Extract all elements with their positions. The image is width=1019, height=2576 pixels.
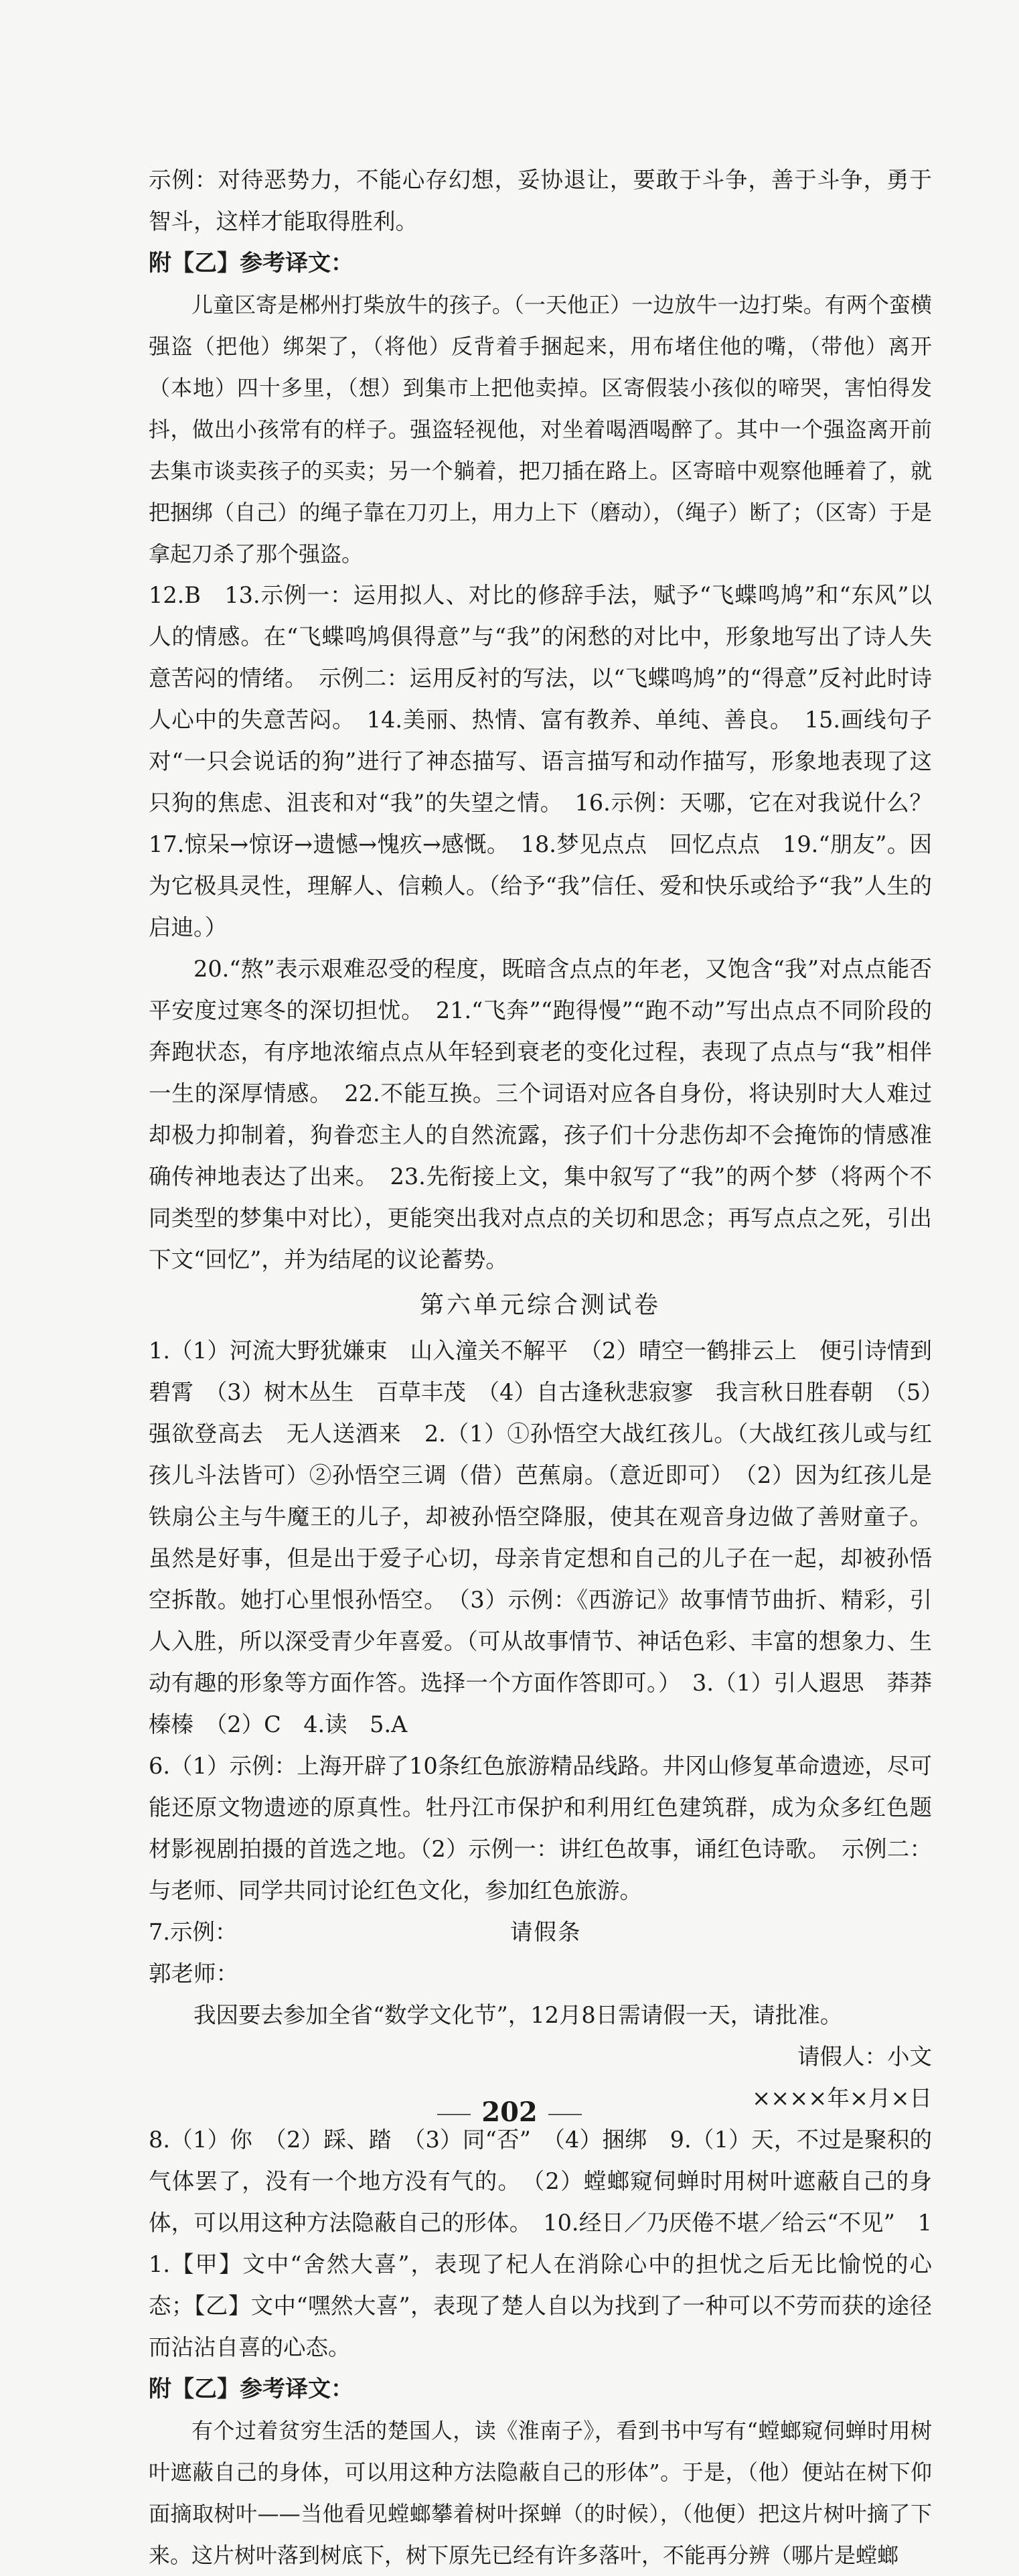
answer-paragraph: 20.“熬”表示艰难忍受的程度，既暗含点点的年老，又饱含“我”对点点能否平安度过寒冬的深切担忧。 21.“飞奔”“跑得慢”“跑不动”写出点点不同阶段的奔跑状态，有序地浓缩点点从年轻到衰老的变化过程，表现了点点与“我”相伴一生的深厚情感。 22.不能互换。三个词语对应各自身份，将诀别时大人难过却极力抑制着，狗眷恋主人的自然流露，孩子们十分悲伤却不会掩饰的情感准确传神地表达了出来。 23.先衔接上文，集中叙写了“我”的两个梦（将两个不同类型的梦集中对比），更能突出我对点点的关切和思念；再写点点之死，引出下文“回忆”，并为结尾的议论蓄势。 (149, 956, 932, 1273)
leave-note-date: ××××年×月×日 (752, 2085, 932, 2111)
leave-note-signer: 请假人：小文 (797, 2044, 932, 2070)
section-title: 第六单元综合测试卷 (419, 1291, 661, 1319)
leave-note-salutation: 郭老师： (149, 1960, 238, 1987)
answer-paragraph: 12.B 13.示例一：运用拟人、对比的修辞手法，赋予“飞蝶鸣鸠”和“东风”以人的情感。在“飞蝶鸣鸠俱得意”与“我”的闲愁的对比中，形象地写出了诗人失意苦闷的情绪。 示例二：运用反衬的写法，以“飞蝶鸣鸠”的“得意”反衬此时诗人心中的失意苦闷。 14.美丽、热情、富有教养、单纯、善良。 15.画线句子对“一只会说话的狗”进行了神态描写、语言描写和动作描写，形象地表现了这只狗的焦虑、沮丧和对“我”的失望之情。 16.示例：天哪，它在对我说什么？ 17.惊呆→惊讶→遗憾→愧疚→感慨。 18.梦见点点 回忆点点 19.“朋友”。因为它极具灵性，理解人、信赖人。（给予“我”信任、爱和快乐或给予“我”人生的启迪。） (149, 582, 955, 940)
translation-heading: 附【乙】参考译文： (149, 2376, 354, 2403)
leave-note-body: 我因要去参加全省“数学文化节”，12月8日需请假一天，请批准。 (193, 2002, 843, 2028)
answer-paragraph: 1.（1）河流大野犹嫌束 山入潼关不解平 （2）晴空一鹤排云上 便引诗情到碧霄 （3）树木丛生 百草丰茂 （4）自古逢秋悲寂寥 我言秋日胜春朝 （5）强欲登高去 无人送酒来 2.（1）①孙悟空大战红孩儿。（大战红孩儿或与红孩儿斗法皆可）②孙悟空三调（借）芭蕉扇。（意近即可） （2）因为红孩儿是铁扇公主与牛魔王的儿子，却被孙悟空降服，使其在观音身边做了善财童子。虽然是好事，但是出于爱子心切，母亲肯定想和自己的儿子在一起，却被孙悟空拆散。她打心里恨孙悟空。 （3）示例：《西游记》故事情节曲折、精彩，引人入胜，所以深受青少年喜爱。（可从故事情节、神话色彩、丰富的想象力、生动有趣的形象等方面作答。选择一个方面作答即可。） 3.（1）引人遐思 莽莽榛榛 （2）C 4.读 5.A (149, 1338, 932, 1737)
answer-paragraph: 8.（1）你 （2）踩、踏 （3）同“否” （4）捆绑 9.（1）天，不过是聚积的气体罢了，没有一个地方没有气的。 （2）螳螂窥伺蝉时用树叶遮蔽自己的身体，可以用这种方法隐蔽自己的形体。 10.经日／乃厌倦不堪／给云“不见” 11.【甲】文中“舍然大喜”，表现了杞人在消除心中的担忧之后无比愉悦的心态；【乙】文中“嘿然大喜”，表现了楚人自以为找到了一种可以不劳而获的途径而沾沾自喜的心态。 (149, 2127, 932, 2360)
answer-paragraph: 6.（1）示例：上海开辟了10条红色旅游精品线路。井冈山修复革命遗迹，尽可能还原文物遗迹的原真性。牡丹江市保护和利用红色建筑群，成为众多红色题材影视剧拍摄的首选之地。（2）示例一：讲红色故事，诵红色诗歌。 示例二：与老师、同学共同讨论红色文化，参加红色旅游。 (149, 1753, 932, 1904)
leave-note-header (149, 1912, 932, 1953)
page-number-dash-right (548, 2114, 582, 2115)
page-number-text: 202 (481, 2096, 538, 2128)
page-number-dash-left (437, 2114, 471, 2115)
page-number (0, 2096, 1019, 2128)
translation-heading: 附【乙】参考译文： (149, 250, 354, 277)
translation-paragraph: 儿童区寄是郴州打柴放牛的孩子。（一天他正）一边放牛一边打柴。有两个蛮横强盗（把他）绑架了，（将他）反背着手捆起来，用布堵住他的嘴，（带他）离开（本地）四十多里，（想）到集市上把他卖掉。区寄假装小孩似的啼哭，害怕得发抖，做出小孩常有的样子。强盗轻视他，对坐着喝酒喝醉了。其中一个强盗离开前去集市谈卖孩子的买卖；另一个躺着，把刀插在路上。区寄暗中观察他睡着了，就把捆绑（自己）的绳子靠在刀刃上，用力上下（磨动），（绳子）断了；（区寄）于是拿起刀杀了那个强盗。 (149, 292, 932, 567)
answer-paragraph: 示例：对待恶势力，不能心存幻想，妥协退让，要敢于斗争，善于斗争，勇于智斗，这样才能取得胜利。 (149, 167, 932, 234)
leave-note-title: 请假条 (510, 1919, 582, 1945)
translation-paragraph: 有个过着贫穷生活的楚国人，读《淮南子》，看到书中写有“螳螂窥伺蝉时用树叶遮蔽自己的身体，可以用这种方法隐蔽自己的形体”。于是，（他）便站在树下仰面摘取树叶——当他看见螳螂攀着树叶探蝉（的时候），（他便）把这片树叶摘了下来。这片树叶落到树底下，树下原先已经有许多落叶，不能再分辨（哪片是螳螂 (149, 2418, 932, 2568)
example-label: 7.示例： (149, 1919, 238, 1945)
